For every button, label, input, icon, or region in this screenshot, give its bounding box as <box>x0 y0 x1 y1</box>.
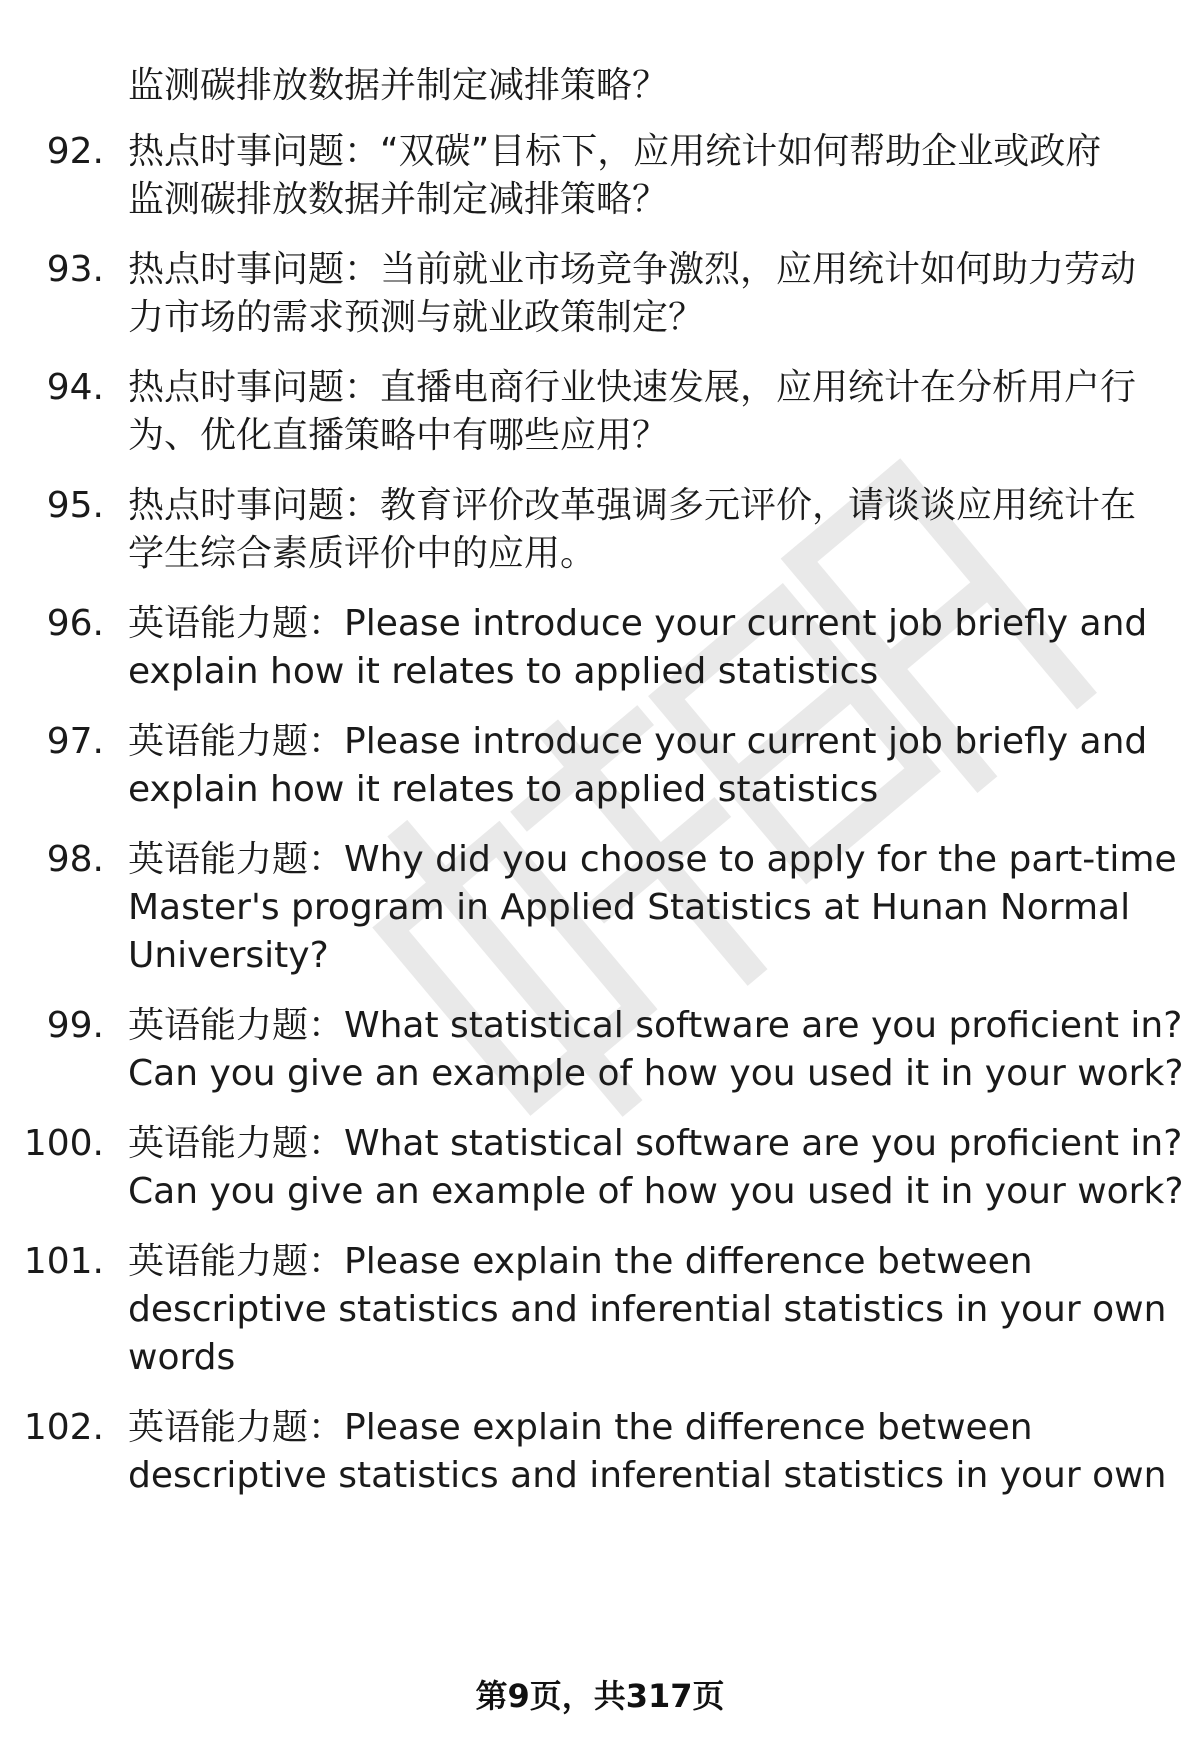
item-line: 英语能力题：Please explain the difference between <box>128 1241 1033 1282</box>
item-line: 英语能力题：Please introduce your current job briefly and <box>128 721 1148 762</box>
item-line: Master's program in Applied Statistics at Hunan Normal <box>128 887 1131 928</box>
item-line: Can you give an example of how you used it in your work? <box>128 1053 1184 1094</box>
item-line: 英语能力题：Please introduce your current job briefly and <box>128 603 1148 644</box>
item-line: explain how it relates to applied statistics <box>128 769 879 810</box>
item-line: descriptive statistics and inferential statistics in your own <box>128 1455 1167 1496</box>
item-number: 98. <box>46 839 104 880</box>
continuation-line: 监测碳排放数据并制定减排策略？ <box>128 65 669 106</box>
page-footer: 第9页，共317页 <box>475 1677 725 1715</box>
item-number: 92. <box>46 131 104 172</box>
item-number: 95. <box>46 485 104 526</box>
item-number: 94. <box>46 367 104 408</box>
item-line: words <box>128 1337 236 1378</box>
item-line: 力市场的需求预测与就业政策制定？ <box>128 297 705 338</box>
item-line: 热点时事问题：直播电商行业快速发展，应用统计在分析用户行 <box>128 367 1137 408</box>
item-number: 100. <box>23 1123 104 1164</box>
item-line: 热点时事问题：教育评价改革强调多元评价，请谈谈应用统计在 <box>128 485 1137 526</box>
item-number: 102. <box>23 1407 104 1448</box>
item-line: 监测碳排放数据并制定减排策略？ <box>128 179 669 220</box>
item-line: University? <box>128 935 329 976</box>
item-number: 99. <box>46 1005 104 1046</box>
item-line: descriptive statistics and inferential statistics in your own <box>128 1289 1167 1330</box>
item-line: 英语能力题：What statistical software are you proficient in? <box>128 1005 1183 1046</box>
item-line: 英语能力题：Please explain the difference between <box>128 1407 1033 1448</box>
item-line: 英语能力题：What statistical software are you proficient in? <box>128 1123 1183 1164</box>
item-line: Can you give an example of how you used it in your work? <box>128 1171 1184 1212</box>
item-line: explain how it relates to applied statistics <box>128 651 879 692</box>
item-number: 101. <box>23 1241 104 1282</box>
item-line: 热点时事问题：“双碳”目标下，应用统计如何帮助企业或政府 <box>128 131 1102 172</box>
item-line: 为、优化直播策略中有哪些应用？ <box>128 415 669 456</box>
item-number: 97. <box>46 721 104 762</box>
item-number: 93. <box>46 249 104 290</box>
item-line: 热点时事问题：当前就业市场竞争激烈，应用统计如何助力劳动 <box>128 249 1137 290</box>
item-line: 学生综合素质评价中的应用。 <box>128 533 597 574</box>
item-number: 96. <box>46 603 104 644</box>
item-line: 英语能力题：Why did you choose to apply for the part-time <box>128 839 1177 880</box>
